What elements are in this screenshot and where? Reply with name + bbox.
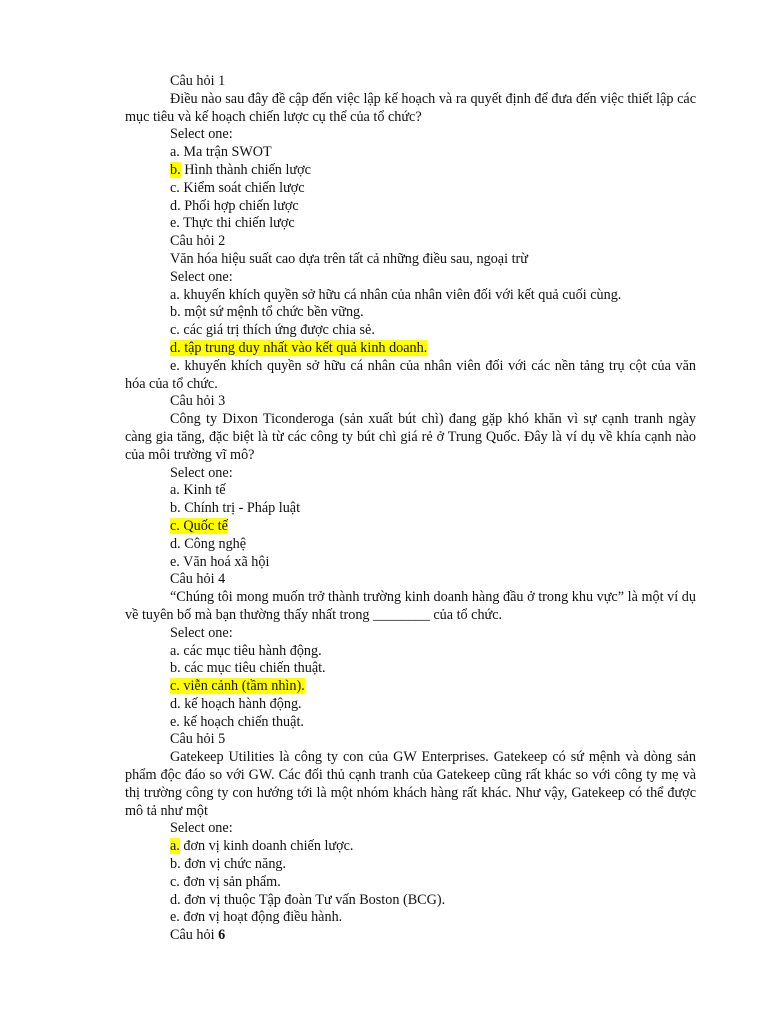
question-6-title: [125, 927, 696, 945]
question-5-option-e[interactable]: e. đơn vị hoạt động điều hành.: [170, 909, 343, 926]
question-5-option-d[interactable]: d. đơn vị thuộc Tập đoàn Tư vấn Boston (BCG).: [170, 891, 446, 908]
question-4-title: Câu hỏi 4: [170, 571, 226, 588]
question-2-option-b[interactable]: b. một sứ mệnh tổ chức bền vững.: [170, 304, 364, 321]
option-text: Hình thành chiến lược: [180, 161, 311, 178]
question-3-text: Công ty Dixon Ticonderoga (sản xuất bút chì) đang gặp khó khăn vì sự cạnh tranh ngày càng gia tăng, đặc biệt là từ các công ty bút chì giá rẻ ở Trung Quốc. Đây là ví dụ về khía cạnh nào của môi trường vĩ mô?: [125, 411, 696, 463]
question-5-option-c[interactable]: c. đơn vị sản phẩm.: [170, 873, 281, 890]
question-2-option-a[interactable]: a. khuyến khích quyền sở hữu cá nhân của nhân viên đối với kết quả cuối cùng.: [170, 286, 622, 303]
answer-highlight: c. Quốc tế: [170, 517, 228, 534]
question-1-title: Câu hỏi 1: [170, 73, 226, 89]
answer-highlight: a.: [170, 838, 180, 855]
question-3-option-a[interactable]: a. Kinh tế: [170, 482, 226, 499]
question-3-option-e[interactable]: e. Văn hoá xã hội: [170, 553, 270, 570]
answer-highlight: d. tập trung duy nhất vào kết quả kinh doanh.: [170, 339, 428, 356]
question-3-option-c[interactable]: [125, 518, 696, 536]
title-prefix: Câu hỏi: [170, 927, 219, 944]
question-2-text: Văn hóa hiệu suất cao dựa trên tất cả những điều sau, ngoại trừ: [170, 250, 528, 267]
question-1-option-c[interactable]: c. Kiểm soát chiến lược: [170, 179, 305, 196]
question-3-select: Select one:: [170, 464, 233, 481]
question-4-option-e[interactable]: e. kế hoạch chiến thuật.: [170, 713, 304, 730]
question-5-select: Select one:: [170, 820, 233, 837]
quiz-content: [125, 73, 696, 945]
question-5-option-b[interactable]: b. đơn vị chức năng.: [170, 856, 287, 873]
question-2-option-e[interactable]: e. khuyến khích quyền sở hữu cá nhân của nhân viên đối với các nền tảng trụ cột của văn hóa của tổ chức.: [125, 357, 696, 392]
question-4-select: Select one:: [170, 624, 233, 641]
question-4-option-a[interactable]: a. các mục tiêu hành động.: [170, 642, 322, 659]
question-2-select: Select one:: [170, 268, 233, 285]
question-5-option-a[interactable]: [125, 838, 696, 856]
question-1-select: Select one:: [170, 126, 233, 143]
answer-highlight: b.: [170, 161, 181, 178]
question-2-option-d[interactable]: [125, 340, 696, 358]
question-5-text: Gatekeep Utilities là công ty con của GW Enterprises. Gatekeep có sứ mệnh và dòng sản phẩm độc đáo so với GW. Các đối thủ cạnh tranh của Gatekeep cũng rất khác so với công ty mẹ và thị trường công ty con hướng tới là một nhóm khách hàng rất khác. Như vậy, Gatekeep có thể được mô tả như một: [125, 749, 696, 819]
question-5-title: Câu hỏi 5: [170, 731, 226, 748]
question-2-option-c[interactable]: c. các giá trị thích ứng được chia sẻ.: [170, 322, 375, 339]
title-number: 6: [218, 927, 226, 944]
question-1-option-e[interactable]: e. Thực thi chiến lược: [170, 215, 295, 232]
answer-highlight: c. viễn cảnh (tầm nhìn).: [170, 678, 305, 695]
question-1-option-a[interactable]: a. Ma trận SWOT: [170, 144, 272, 161]
question-2-title: Câu hỏi 2: [170, 233, 226, 250]
question-3-option-d[interactable]: d. Công nghệ: [170, 535, 247, 552]
question-3-option-b[interactable]: b. Chính trị - Pháp luật: [170, 500, 301, 517]
option-text: đơn vị kinh doanh chiến lược.: [179, 838, 354, 855]
question-4-option-d[interactable]: d. kế hoạch hành động.: [170, 695, 302, 712]
question-3-title: Câu hỏi 3: [170, 393, 226, 410]
question-1-text: Điều nào sau đây đề cập đến việc lập kế hoạch và ra quyết định để đưa đến việc thiết lập các mục tiêu và kế hoạch chiến lược cụ thể của tổ chức?: [125, 90, 696, 125]
question-1-option-d[interactable]: d. Phối hợp chiến lược: [170, 197, 299, 214]
question-4-option-c[interactable]: [125, 678, 696, 696]
question-4-text: “Chúng tôi mong muốn trở thành trường kinh doanh hàng đầu ở trong khu vực” là một ví dụ về tuyên bố mà bạn thường thấy nhất trong ________ của tổ chức.: [125, 589, 696, 623]
question-1-option-b[interactable]: [125, 162, 696, 180]
question-4-option-b[interactable]: b. các mục tiêu chiến thuật.: [170, 660, 326, 677]
